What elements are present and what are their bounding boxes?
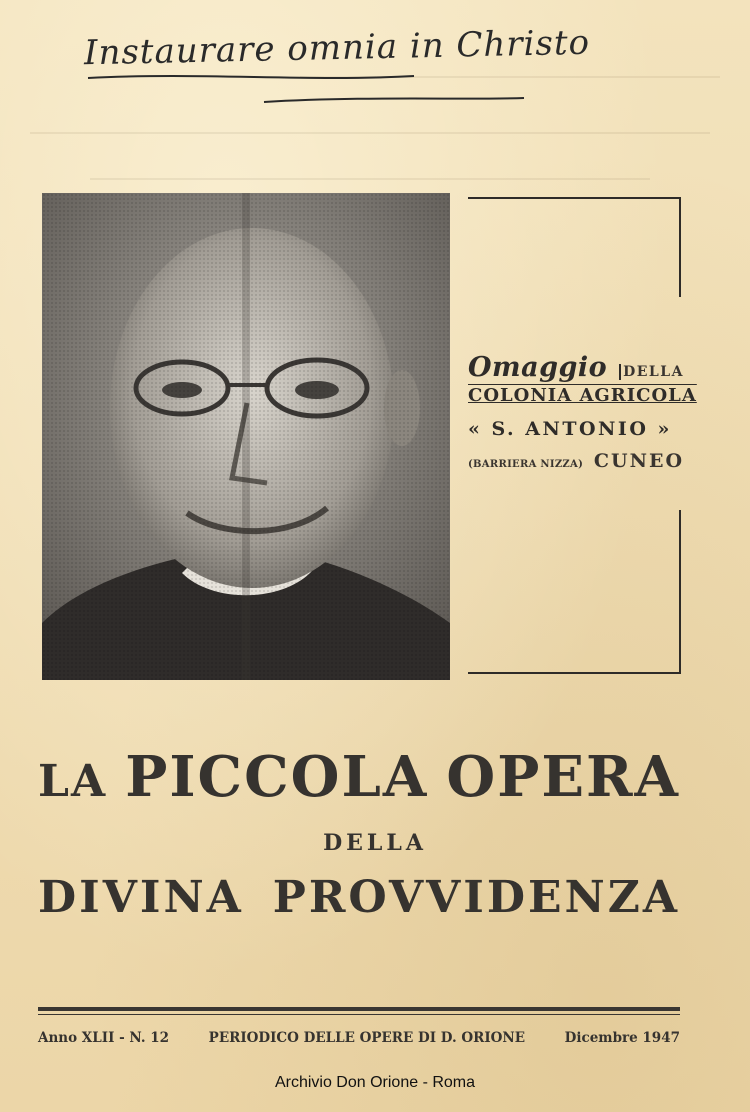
dedication-della: DELLA [619,364,684,380]
frame-right-line-upper [679,197,681,297]
cover-footer [38,1030,680,1046]
footer-rule-thin [38,1014,680,1015]
issue-number: Anno XLII - N. 12 [38,1030,170,1046]
dedication-first-line [468,352,684,383]
masthead-divina-provvidenza: DIVINA PROVVIDENZA [38,872,680,923]
portrait-photo [42,193,450,680]
dedication-location [468,450,684,472]
issue-date: Dicembre 1947 [564,1030,680,1046]
footer-rule-thick [38,1007,680,1011]
masthead-line-1 [38,744,680,810]
frame-top-line [468,197,680,199]
portrait-image [42,193,450,680]
dedication-colonia: COLONIA AGRICOLA [468,385,697,406]
handwritten-motto: Instaurare omnia in Christo [83,22,591,74]
masthead-opera: OPERA [446,744,680,810]
masthead-della: DELLA [323,830,427,856]
periodical-name: PERIODICO DELLE OPERE DI D. ORIONE [208,1030,526,1046]
omaggio-script: Omaggio [468,352,608,383]
dedication-block [468,352,697,472]
frame-bottom-line [468,672,681,674]
bleed-through-line [90,178,650,180]
masthead-la: LA [38,756,108,807]
dedication-city: CUNEO [593,450,684,472]
archive-caption: Archivio Don Orione - Roma [274,1074,476,1091]
masthead-piccola: PICCOLA [125,744,429,810]
frame-right-line-lower [679,510,681,672]
dedication-barriera: (BARRIERA NIZZA) [468,459,584,470]
bleed-through-line [30,132,710,134]
dedication-antonio: « S. ANTONIO » [468,418,672,440]
motto-underline [84,70,604,110]
